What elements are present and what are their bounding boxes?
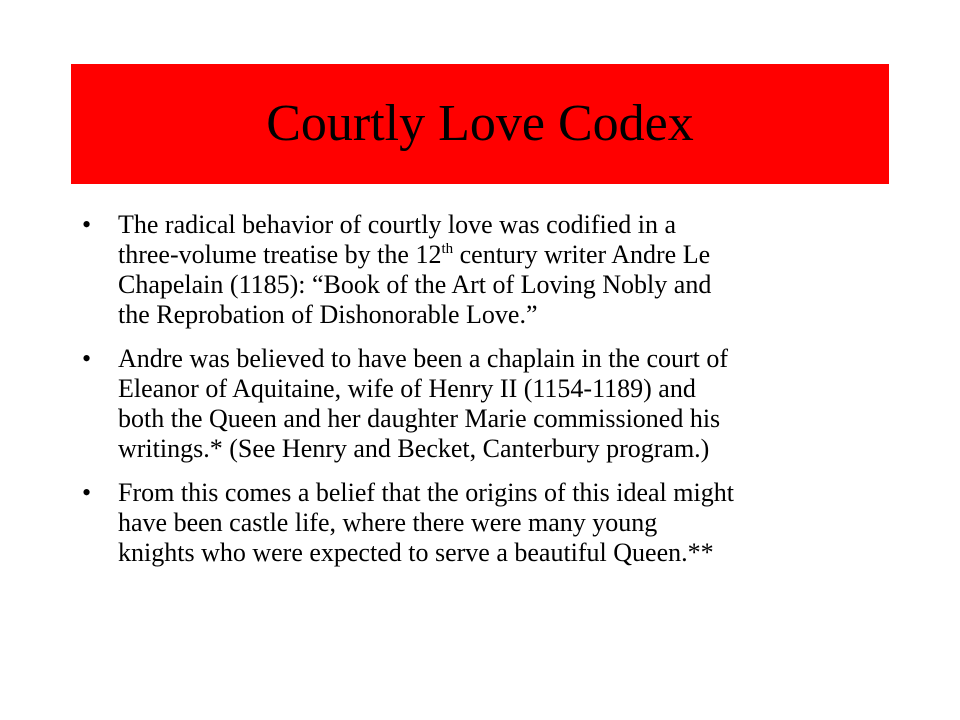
bullet-line: writings.* (See Henry and Becket, Canterbury program.) [118,434,710,463]
title-bar [71,64,889,184]
bullet-text: three-volume treatise by the 12 [118,240,442,269]
bullet-line: knights who were expected to serve a beautiful Queen.** [118,538,714,567]
bullet-icon: • [82,478,92,507]
bullet-item-codification [72,210,892,330]
bullet-item-andre [72,344,892,464]
bullet-line: From this comes a belief that the origins of this ideal might [118,478,734,507]
bullet-line: Chapelain (1185): “Book of the Art of Loving Nobly and [118,270,712,299]
bullet-line: The radical behavior of courtly love was codified in a [118,210,677,239]
slide-title: Courtly Love Codex [266,95,694,152]
bullet-text: century writer Andre Le [453,240,711,269]
bullet-line [118,240,892,270]
superscript-text: th [441,241,454,257]
bullet-item-origins [72,478,892,568]
bullet-line: the Reprobation of Dishonorable Love.” [118,300,538,329]
bullet-line: both the Queen and her daughter Marie commissioned his [118,404,721,433]
bullet-line: have been castle life, where there were many young [118,508,658,537]
bullet-line: Andre was believed to have been a chaplain in the court of [118,344,729,373]
bullet-icon: • [82,344,92,373]
bullet-line: Eleanor of Aquitaine, wife of Henry II (1154-1189) and [118,374,696,403]
bullet-list [72,210,892,582]
bullet-icon: • [82,210,92,239]
